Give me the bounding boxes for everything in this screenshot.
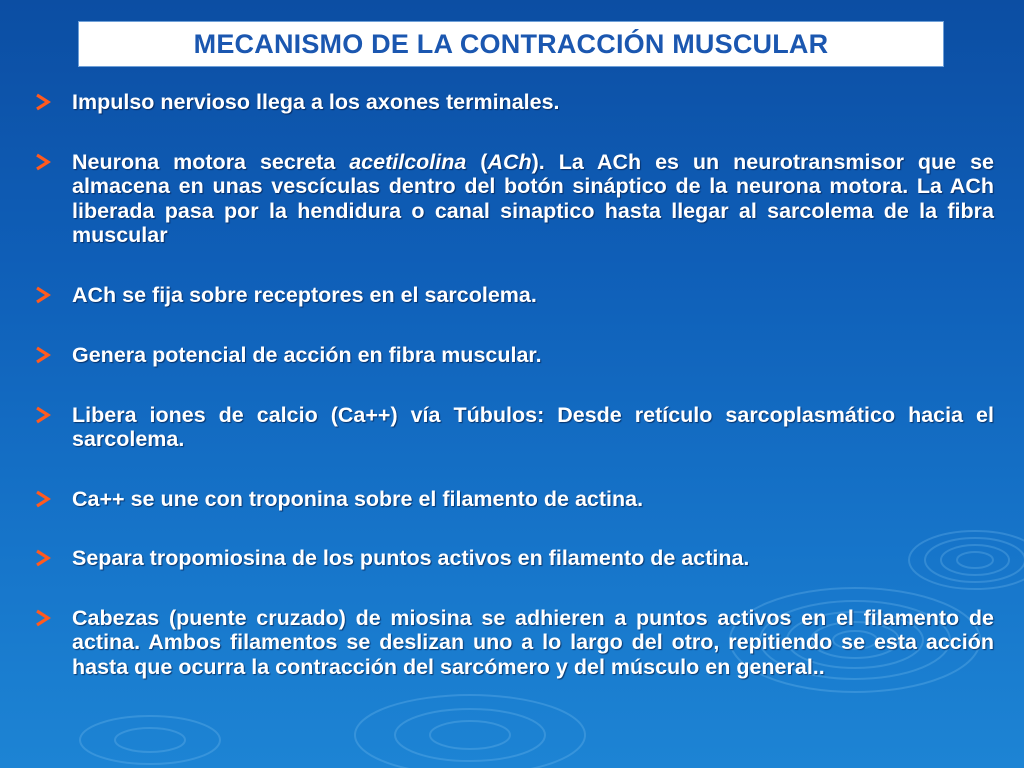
bullet-item	[34, 90, 994, 115]
bullet-text-part: (	[466, 149, 488, 174]
title-box	[78, 21, 944, 67]
bullet-item	[34, 343, 994, 368]
chevron-right-icon	[34, 405, 52, 425]
bullet-text-part: ). La ACh es un neurotransmisor que se almacena en unas vescículas dentro del botón sináptico de la neurona motora. La ACh liberada pasa por la hendidura o canal sinaptico hasta llegar al sarcolema de la fibra muscular	[72, 149, 994, 247]
chevron-right-icon	[34, 345, 52, 365]
bullet-text: Libera iones de calcio (Ca++) vía Túbulos: Desde retículo sarcoplasmático hacia el sarcolema.	[72, 402, 994, 451]
bullet-text-italic: ACh	[487, 149, 532, 174]
chevron-right-icon	[34, 548, 52, 568]
slide-title: MECANISMO DE LA CONTRACCIÓN MUSCULAR	[193, 28, 829, 59]
bullet-text-italic: acetilcolina	[349, 149, 467, 174]
bullet-text: Genera potencial de acción en fibra muscular.	[72, 343, 542, 367]
bullet-text: Separa tropomiosina de los puntos activos en filamento de actina.	[72, 546, 750, 570]
bullet-item	[34, 487, 994, 512]
chevron-right-icon	[34, 489, 52, 509]
bullet-text: ACh se fija sobre receptores en el sarcolema.	[72, 282, 537, 307]
chevron-right-icon	[34, 92, 52, 112]
bullet-text-part: Neurona motora secreta	[72, 149, 350, 174]
chevron-right-icon	[34, 152, 52, 172]
bullet-item	[34, 283, 994, 308]
bullet-item	[34, 546, 994, 571]
bullet-text: Cabezas (puente cruzado) de miosina se adhieren a puntos activos en el filamento de actina. Ambos filamentos se deslizan uno a lo largo del otro, repitiendo se esta acción hasta que ocurra la contracción del sarcómero y del músculo en general..	[72, 605, 994, 679]
bullet-item	[34, 150, 994, 248]
bullet-text: Ca++ se une con troponina sobre el filamento de actina.	[72, 486, 644, 511]
chevron-right-icon	[34, 608, 52, 628]
bullet-item	[34, 403, 994, 452]
bullet-text	[72, 150, 994, 248]
bullet-text: Impulso nervioso llega a los axones terminales.	[72, 90, 560, 114]
bullet-list	[34, 90, 994, 679]
bullet-item	[34, 606, 994, 680]
chevron-right-icon	[34, 285, 52, 305]
